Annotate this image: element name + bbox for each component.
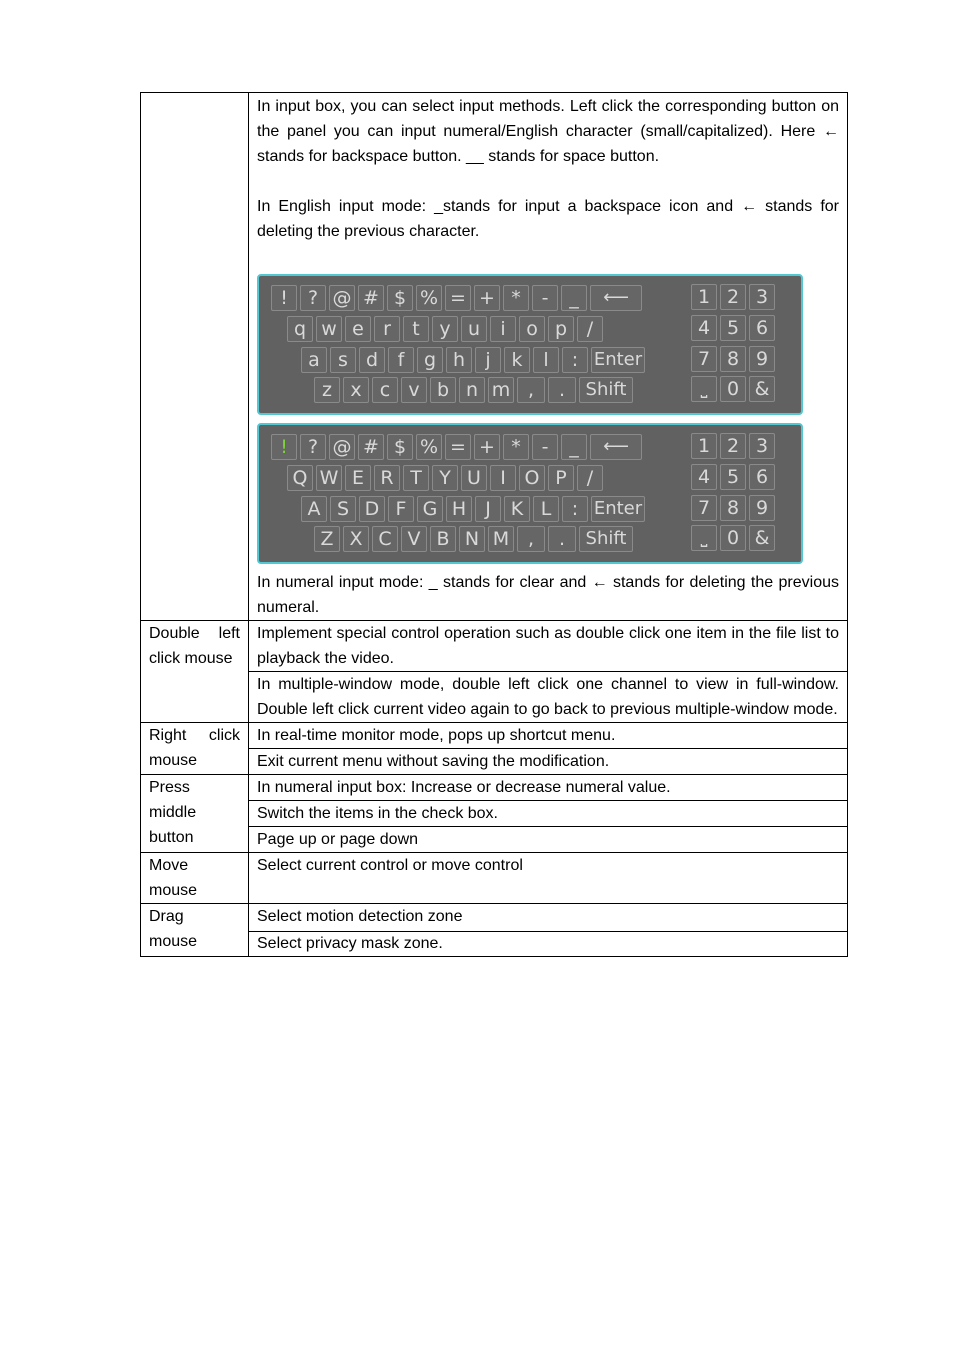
keyboard-key[interactable]: u xyxy=(461,316,487,342)
keyboard-key[interactable]: y xyxy=(432,316,458,342)
numpad-key[interactable]: 9 xyxy=(749,495,775,521)
keyboard-key[interactable]: h xyxy=(446,347,472,373)
numpad-key[interactable]: 4 xyxy=(691,315,717,341)
numpad-key[interactable]: 1 xyxy=(691,433,717,459)
keyboard-key[interactable]: L xyxy=(533,496,559,522)
keyboard-key[interactable]: E xyxy=(345,465,371,491)
keyboard-key[interactable]: W xyxy=(316,465,342,491)
keyboard-key[interactable]: - xyxy=(532,285,558,311)
numpad-key[interactable]: 8 xyxy=(720,495,746,521)
numpad-key[interactable]: 0 xyxy=(720,525,746,551)
keyboard-key[interactable]: r xyxy=(374,316,400,342)
table-row-right-click xyxy=(141,723,848,749)
row-description: In real-time monitor mode, pops up shortcut menu. xyxy=(249,723,848,749)
keyboard-key[interactable]: m xyxy=(488,377,514,403)
row-label-empty xyxy=(141,93,249,621)
keyboard-key[interactable]: $ xyxy=(387,285,413,311)
description-paragraph: In input box, you can select input methods. Left click the corresponding button on the panel you can input numeral/English character (small/capitalized). Here ← stands for backspace button. __ stands for space button. xyxy=(257,98,839,165)
keyboard-key[interactable]: _ xyxy=(561,434,587,460)
numpad-key[interactable]: 1 xyxy=(691,284,717,310)
keyboard-key[interactable]: _ xyxy=(561,285,587,311)
description-paragraph: In numeral input mode: _ stands for clear and ← stands for deleting the previous numeral. xyxy=(257,574,839,616)
numpad-key[interactable]: 6 xyxy=(749,464,775,490)
keyboard-key[interactable]: F xyxy=(388,496,414,522)
keyboard-key[interactable]: q xyxy=(287,316,313,342)
keyboard-row xyxy=(314,377,633,403)
row-label-text: Move mouse xyxy=(149,857,198,899)
keyboard-key[interactable]: N xyxy=(459,526,485,552)
keyboard-key[interactable]: . xyxy=(548,377,576,403)
row-label: Double left click mouse xyxy=(141,621,249,723)
numpad-row xyxy=(691,284,775,310)
numpad-key[interactable]: & xyxy=(749,376,775,402)
keyboard-key[interactable]: + xyxy=(474,434,500,460)
numpad-key[interactable]: & xyxy=(749,525,775,551)
numpad-key[interactable]: 8 xyxy=(720,346,746,372)
numpad-row xyxy=(691,376,775,402)
row-label: Press middle button xyxy=(141,775,249,853)
keyboard-key[interactable]: S xyxy=(330,496,356,522)
numpad-row xyxy=(691,464,775,490)
row-description: Exit current menu without saving the modification. xyxy=(249,749,848,775)
lowercase-keyboard-panel xyxy=(257,274,803,415)
row-description: Select motion detection zone xyxy=(249,904,848,932)
keyboard-key[interactable]: % xyxy=(416,285,442,311)
keyboard-key[interactable]: * xyxy=(503,434,529,460)
keyboard-row xyxy=(287,316,603,342)
keyboard-key[interactable]: ! xyxy=(271,285,297,311)
keyboard-key[interactable]: x xyxy=(343,377,369,403)
keyboard-key[interactable]: n xyxy=(459,377,485,403)
keyboard-key[interactable]: A xyxy=(301,496,327,522)
keyboard-key[interactable]: : xyxy=(562,347,588,373)
keyboard-key[interactable]: Z xyxy=(314,526,340,552)
keyboard-key[interactable]: : xyxy=(562,496,588,522)
numpad-key[interactable]: 0 xyxy=(720,376,746,402)
keyboard-key[interactable]: O xyxy=(519,465,545,491)
keyboard-key[interactable]: d xyxy=(359,347,385,373)
keyboard-row xyxy=(287,465,603,491)
keyboard-key[interactable]: l xyxy=(533,347,559,373)
keyboard-key[interactable]: % xyxy=(416,434,442,460)
numpad-key[interactable]: 7 xyxy=(691,495,717,521)
backspace-key[interactable]: ⟵ xyxy=(590,285,642,311)
keyboard-key[interactable]: v xyxy=(401,377,427,403)
table-row-double-left xyxy=(141,621,848,672)
keyboard-key[interactable]: R xyxy=(374,465,400,491)
keyboard-key[interactable]: s xyxy=(330,347,356,373)
keyboard-key[interactable]: = xyxy=(445,285,471,311)
shift-key[interactable]: Shift xyxy=(579,377,633,403)
numpad-key[interactable]: 3 xyxy=(749,433,775,459)
row-description: Select current control or move control xyxy=(249,853,848,904)
keyboard-key[interactable]: G xyxy=(417,496,443,522)
keyboard-key[interactable]: o xyxy=(519,316,545,342)
numpad-key[interactable]: 5 xyxy=(720,464,746,490)
enter-key[interactable]: Enter xyxy=(591,347,645,373)
keyboard-key[interactable]: / xyxy=(577,465,603,491)
numpad-key[interactable]: 6 xyxy=(749,315,775,341)
keyboard-key[interactable]: # xyxy=(358,434,384,460)
keyboard-row xyxy=(271,285,642,311)
keyboard-row xyxy=(301,496,645,522)
keyboard-key[interactable]: w xyxy=(316,316,342,342)
keyboard-key[interactable]: ? xyxy=(300,285,326,311)
numpad-row xyxy=(691,525,775,551)
keyboard-key[interactable]: X xyxy=(343,526,369,552)
keyboard-row xyxy=(301,347,645,373)
keyboard-key[interactable]: k xyxy=(504,347,530,373)
numpad-row xyxy=(691,315,775,341)
keyboard-key[interactable]: p xyxy=(548,316,574,342)
backspace-key[interactable]: ⟵ xyxy=(590,434,642,460)
table-row-middle xyxy=(141,775,848,801)
keyboard-key[interactable]: @ xyxy=(329,285,355,311)
keyboard-key[interactable]: a xyxy=(301,347,327,373)
row-description: Implement special control operation such as double click one item in the file list to playback the video. xyxy=(249,621,848,672)
keyboard-key[interactable]: z xyxy=(314,377,340,403)
keyboard-key[interactable]: M xyxy=(488,526,514,552)
numpad-key[interactable]: 7 xyxy=(691,346,717,372)
keyboard-key[interactable]: Q xyxy=(287,465,313,491)
row-description: In multiple-window mode, double left click one channel to view in full-window. Double left click current video again to go back to previous multiple-window mode. xyxy=(249,672,848,723)
keyboard-key[interactable]: , xyxy=(517,526,545,552)
numpad-key[interactable]: 2 xyxy=(720,433,746,459)
row-description: Switch the items in the check box. xyxy=(249,801,848,827)
keyboard-key[interactable]: Y xyxy=(432,465,458,491)
enter-key[interactable]: Enter xyxy=(591,496,645,522)
keyboard-key[interactable]: U xyxy=(461,465,487,491)
space-key[interactable]: ⎵ xyxy=(691,376,717,402)
numpad-key[interactable]: 4 xyxy=(691,464,717,490)
keyboard-key[interactable]: V xyxy=(401,526,427,552)
keyboard-key[interactable]: c xyxy=(372,377,398,403)
keyboard-key[interactable]: $ xyxy=(387,434,413,460)
keyboard-key[interactable]: B xyxy=(430,526,456,552)
keyboard-key[interactable]: g xyxy=(417,347,443,373)
keyboard-key[interactable]: e xyxy=(345,316,371,342)
row-label: Right click mouse xyxy=(141,723,249,775)
keyboard-key[interactable]: C xyxy=(372,526,398,552)
keyboard-key[interactable]: + xyxy=(474,285,500,311)
numpad-row xyxy=(691,495,775,521)
keyboard-key[interactable]: j xyxy=(475,347,501,373)
keyboard-key[interactable]: - xyxy=(532,434,558,460)
keyboard-key[interactable]: # xyxy=(358,285,384,311)
numpad-key[interactable]: 9 xyxy=(749,346,775,372)
row-label xyxy=(141,853,249,904)
keyboard-key[interactable]: f xyxy=(388,347,414,373)
numpad-key[interactable]: 2 xyxy=(720,284,746,310)
keyboard-row xyxy=(314,526,633,552)
numpad-row xyxy=(691,433,775,459)
table-row-move xyxy=(141,853,848,904)
keyboard-key[interactable]: ! xyxy=(271,434,297,460)
keyboard-key[interactable]: I xyxy=(490,465,516,491)
row-description: Page up or page down xyxy=(249,827,848,853)
mouse-operation-table xyxy=(140,92,848,957)
numpad-key[interactable]: 3 xyxy=(749,284,775,310)
keyboard-key[interactable]: ? xyxy=(300,434,326,460)
numpad-row xyxy=(691,346,775,372)
keyboard-key[interactable]: H xyxy=(446,496,472,522)
shift-key[interactable]: Shift xyxy=(579,526,633,552)
table-row-drag xyxy=(141,904,848,932)
row-description: In numeral input box: Increase or decrease numeral value. xyxy=(249,775,848,801)
keyboard-key[interactable]: . xyxy=(548,526,576,552)
space-key[interactable]: ⎵ xyxy=(691,525,717,551)
keyboard-key[interactable]: P xyxy=(548,465,574,491)
table-row-keyboard xyxy=(141,93,848,621)
keyboard-key[interactable]: , xyxy=(517,377,545,403)
description-paragraph: In English input mode: _stands for input a backspace icon and ← stands for deleting the previous character. xyxy=(257,198,839,240)
keyboard-key[interactable]: @ xyxy=(329,434,355,460)
keyboard-key[interactable]: i xyxy=(490,316,516,342)
row-description xyxy=(249,93,848,621)
keyboard-key[interactable]: * xyxy=(503,285,529,311)
keyboard-key[interactable]: J xyxy=(475,496,501,522)
keyboard-key[interactable]: T xyxy=(403,465,429,491)
keyboard-key[interactable]: t xyxy=(403,316,429,342)
keyboard-key[interactable]: K xyxy=(504,496,530,522)
row-label xyxy=(141,904,249,957)
keyboard-key[interactable]: = xyxy=(445,434,471,460)
keyboard-key[interactable]: b xyxy=(430,377,456,403)
keyboard-key[interactable]: / xyxy=(577,316,603,342)
keyboard-row xyxy=(271,434,642,460)
numpad-key[interactable]: 5 xyxy=(720,315,746,341)
row-label-text: Drag mouse xyxy=(149,908,198,950)
uppercase-keyboard-panel xyxy=(257,423,803,564)
keyboard-key[interactable]: D xyxy=(359,496,385,522)
row-description: Select privacy mask zone. xyxy=(249,932,848,957)
